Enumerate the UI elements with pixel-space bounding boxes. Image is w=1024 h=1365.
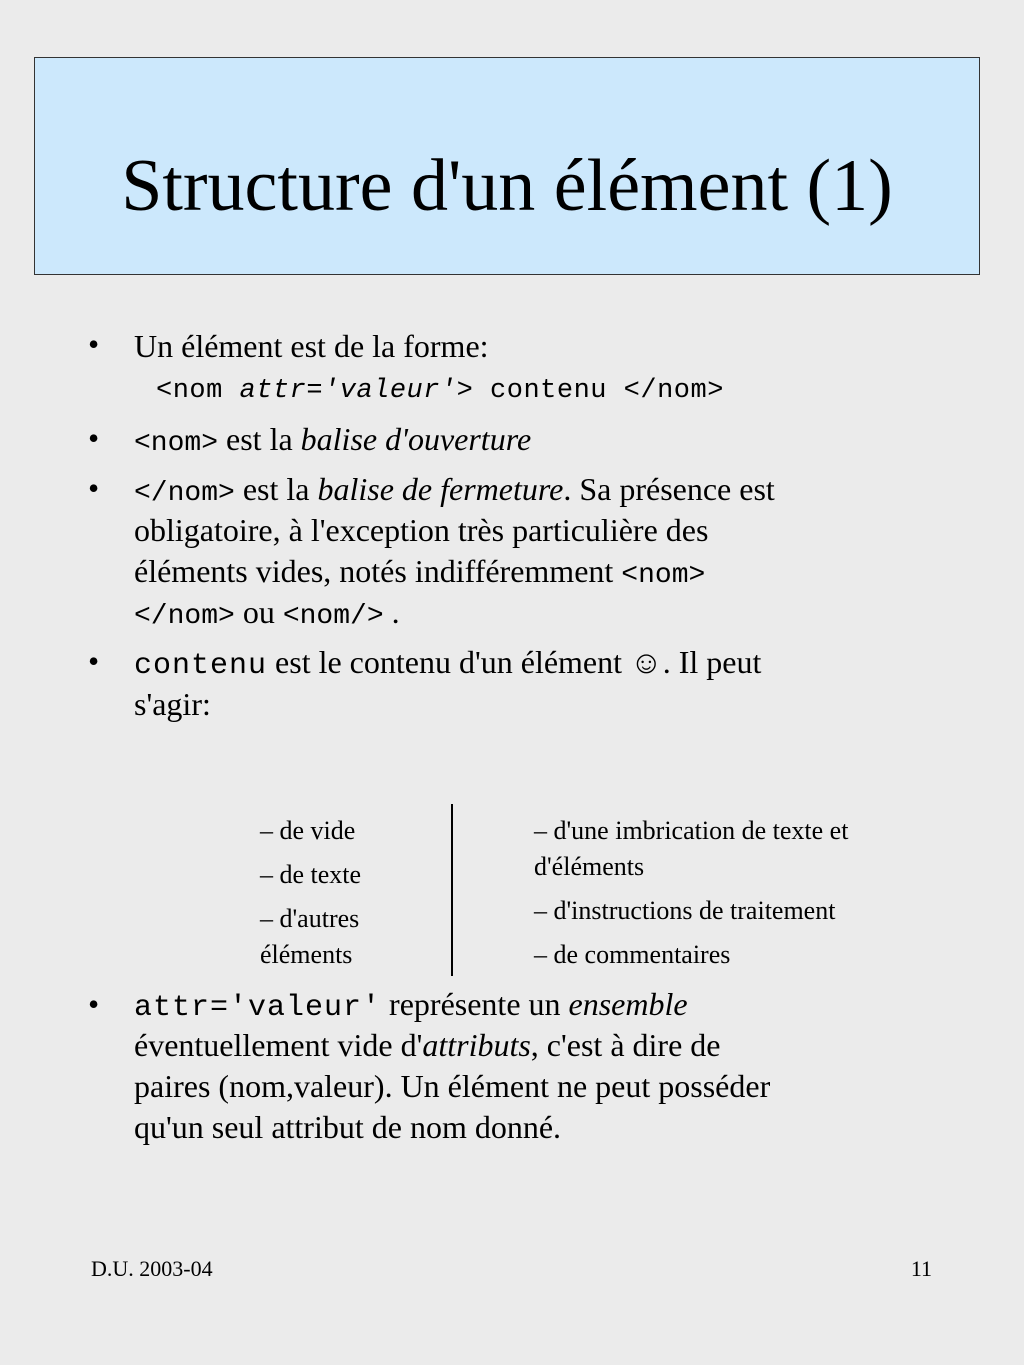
bullet-4-line-1 <box>134 642 761 687</box>
bullet-4-plain: est le contenu d'un élément <box>267 644 631 680</box>
bullet-3-period: . <box>383 594 400 630</box>
bullet-1-glyph: • <box>88 326 100 362</box>
bullet-1-text: Un élément est de la forme: <box>134 328 489 364</box>
bullet-3-line-1 <box>134 469 775 514</box>
footer-date: D.U. 2003-04 <box>91 1256 213 1281</box>
bullet-4-glyph: • <box>88 643 100 679</box>
bullet-5-line-1 <box>134 984 688 1029</box>
code-close-nom-empty: </nom> <box>134 601 235 632</box>
code-nom-empty: <nom> <box>621 560 706 591</box>
code-contenu: contenu <box>134 649 268 683</box>
sub-item-commentaires: – de commentaires <box>534 940 731 969</box>
sub-item-autres: – d'autres <box>260 904 360 933</box>
bullet-3-rest: . Sa présence est <box>563 471 775 507</box>
bullet-3-glyph: • <box>88 470 100 506</box>
column-divider <box>451 804 453 976</box>
bullet-5-glyph: • <box>88 986 100 1022</box>
bullet-4-line-2: s'agir: <box>134 686 211 722</box>
bullet-2-em: balise d'ouverture <box>300 421 532 457</box>
bullet-3-ou: ou <box>234 594 283 630</box>
bullet-5-line-2-a: éventuellement vide d' <box>134 1027 423 1063</box>
bullet-2-glyph: • <box>88 420 100 456</box>
code-close-nom: </nom> <box>134 478 235 509</box>
bullet-5-plain: représente un <box>381 986 569 1022</box>
bullet-2-plain: est la <box>218 421 301 457</box>
slide-title: Structure d'un élément (1) <box>121 145 893 227</box>
sub-item-texte: – de texte <box>260 860 362 889</box>
sub-item-imbrication-cont: d'éléments <box>534 852 645 881</box>
code-rest: > contenu </nom> <box>456 376 724 406</box>
smiley-icon: ☺ <box>630 644 663 680</box>
sub-item-autres-cont: éléments <box>260 940 353 969</box>
code-attr-valeur: attr='valeur' <box>134 991 382 1025</box>
bullet-5-line-2-b: , c'est à dire de <box>530 1027 721 1063</box>
bullet-5-line-2-em: attributs <box>422 1027 531 1063</box>
bullet-3-line-4 <box>134 592 400 637</box>
bullet-5-em: ensemble <box>568 986 688 1022</box>
bullet-3-em: balise de fermeture <box>317 471 564 507</box>
title-box <box>34 57 980 275</box>
bullet-3-line-3 <box>134 551 705 596</box>
bullet-1-code <box>156 371 724 412</box>
sub-item-imbrication: – d'une imbrication de texte et <box>534 816 849 845</box>
code-open-tag: <nom <box>156 376 240 406</box>
bullet-3-plain: est la <box>234 471 318 507</box>
bullet-2-text <box>134 419 531 464</box>
bullet-5-line-3: paires (nom,valeur). Un élément ne peut posséder <box>134 1068 771 1104</box>
bullet-5-line-2 <box>134 1025 720 1066</box>
code-selfclose: <nom/> <box>282 601 384 632</box>
bullet-5-line-4: qu'un seul attribut de nom donné. <box>134 1109 562 1145</box>
bullet-3-line-2: obligatoire, à l'exception très particulière des <box>134 512 709 548</box>
bullet-3-line-3-text: éléments vides, notés indifféremment <box>134 553 622 589</box>
code-attr: attr='valeur' <box>239 376 457 406</box>
code-nom: <nom> <box>134 428 219 459</box>
sub-item-instructions: – d'instructions de traitement <box>534 896 836 925</box>
sub-item-vide: – de vide <box>260 816 356 845</box>
page-number: 11 <box>910 1256 932 1281</box>
bullet-4-rest: . Il peut <box>662 644 762 680</box>
